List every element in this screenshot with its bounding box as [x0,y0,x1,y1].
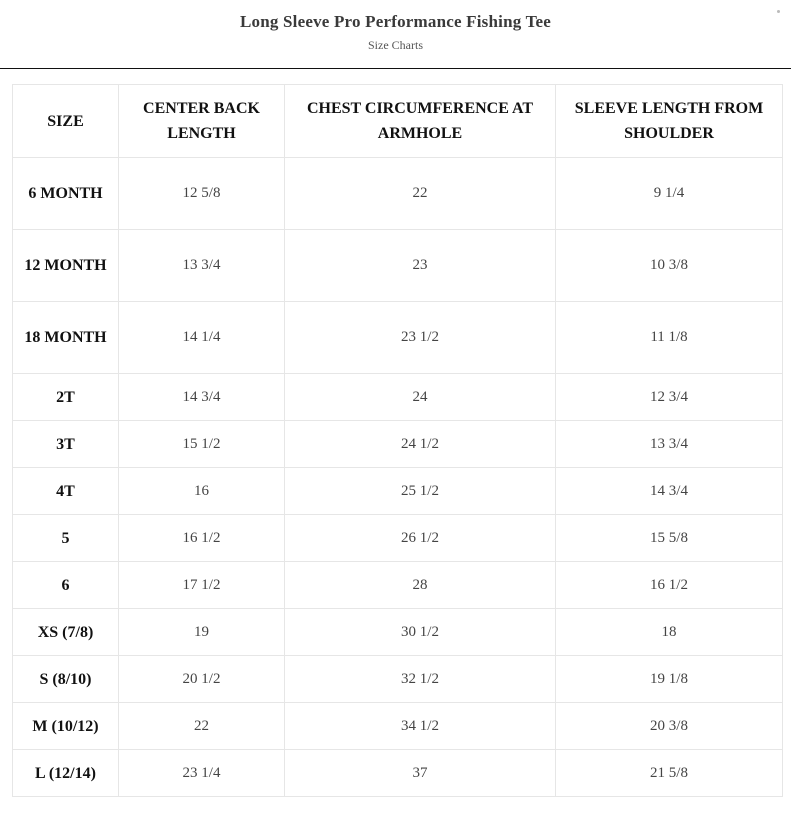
sleeve-cell: 9 1/4 [556,158,783,230]
back-length-cell: 12 5/8 [119,158,285,230]
size-cell: 6 [13,562,119,609]
back-length-cell: 15 1/2 [119,421,285,468]
sleeve-cell: 12 3/4 [556,374,783,421]
table-row [13,515,783,562]
column-header-center-back-length: CENTER BACK LENGTH [119,85,285,158]
table-row [13,374,783,421]
sleeve-cell: 18 [556,609,783,656]
chest-cell: 25 1/2 [285,468,556,515]
chest-cell: 32 1/2 [285,656,556,703]
chest-cell: 37 [285,750,556,797]
chest-cell: 24 1/2 [285,421,556,468]
back-length-cell: 19 [119,609,285,656]
size-chart-table [12,84,783,797]
size-cell: S (8/10) [13,656,119,703]
size-cell: XS (7/8) [13,609,119,656]
page-header [0,0,791,69]
page-title: Long Sleeve Pro Performance Fishing Tee [239,12,552,31]
size-cell: 4T [13,468,119,515]
back-length-cell: 14 3/4 [119,374,285,421]
page-subtitle: Size Charts [368,38,423,52]
table-row [13,703,783,750]
table-row [13,562,783,609]
back-length-cell: 20 1/2 [119,656,285,703]
sleeve-cell: 11 1/8 [556,302,783,374]
sleeve-cell: 16 1/2 [556,562,783,609]
size-cell: 3T [13,421,119,468]
sleeve-cell: 13 3/4 [556,421,783,468]
sleeve-cell: 19 1/8 [556,656,783,703]
table-row [13,656,783,703]
chest-cell: 28 [285,562,556,609]
dot-icon [777,10,780,13]
chest-cell: 26 1/2 [285,515,556,562]
table-row [13,158,783,230]
chest-cell: 23 1/2 [285,302,556,374]
chest-cell: 22 [285,158,556,230]
table-row [13,230,783,302]
back-length-cell: 14 1/4 [119,302,285,374]
back-length-cell: 13 3/4 [119,230,285,302]
table-row [13,609,783,656]
table-row [13,421,783,468]
back-length-cell: 17 1/2 [119,562,285,609]
table-header-row [13,85,783,158]
chest-cell: 30 1/2 [285,609,556,656]
sleeve-cell: 20 3/8 [556,703,783,750]
chest-cell: 34 1/2 [285,703,556,750]
table-row [13,468,783,515]
size-cell: L (12/14) [13,750,119,797]
size-cell: 2T [13,374,119,421]
sleeve-cell: 15 5/8 [556,515,783,562]
chest-cell: 24 [285,374,556,421]
column-header-sleeve-length: SLEEVE LENGTH FROM SHOULDER [556,85,783,158]
chest-cell: 23 [285,230,556,302]
column-header-chest-circumference: CHEST CIRCUMFERENCE AT ARMHOLE [285,85,556,158]
size-cell: M (10/12) [13,703,119,750]
back-length-cell: 23 1/4 [119,750,285,797]
sleeve-cell: 14 3/4 [556,468,783,515]
sleeve-cell: 21 5/8 [556,750,783,797]
size-cell: 6 MONTH [13,158,119,230]
size-cell: 18 MONTH [13,302,119,374]
back-length-cell: 22 [119,703,285,750]
column-header-size: SIZE [13,85,119,158]
size-cell: 5 [13,515,119,562]
table-row [13,302,783,374]
back-length-cell: 16 1/2 [119,515,285,562]
sleeve-cell: 10 3/8 [556,230,783,302]
back-length-cell: 16 [119,468,285,515]
size-cell: 12 MONTH [13,230,119,302]
table-row [13,750,783,797]
